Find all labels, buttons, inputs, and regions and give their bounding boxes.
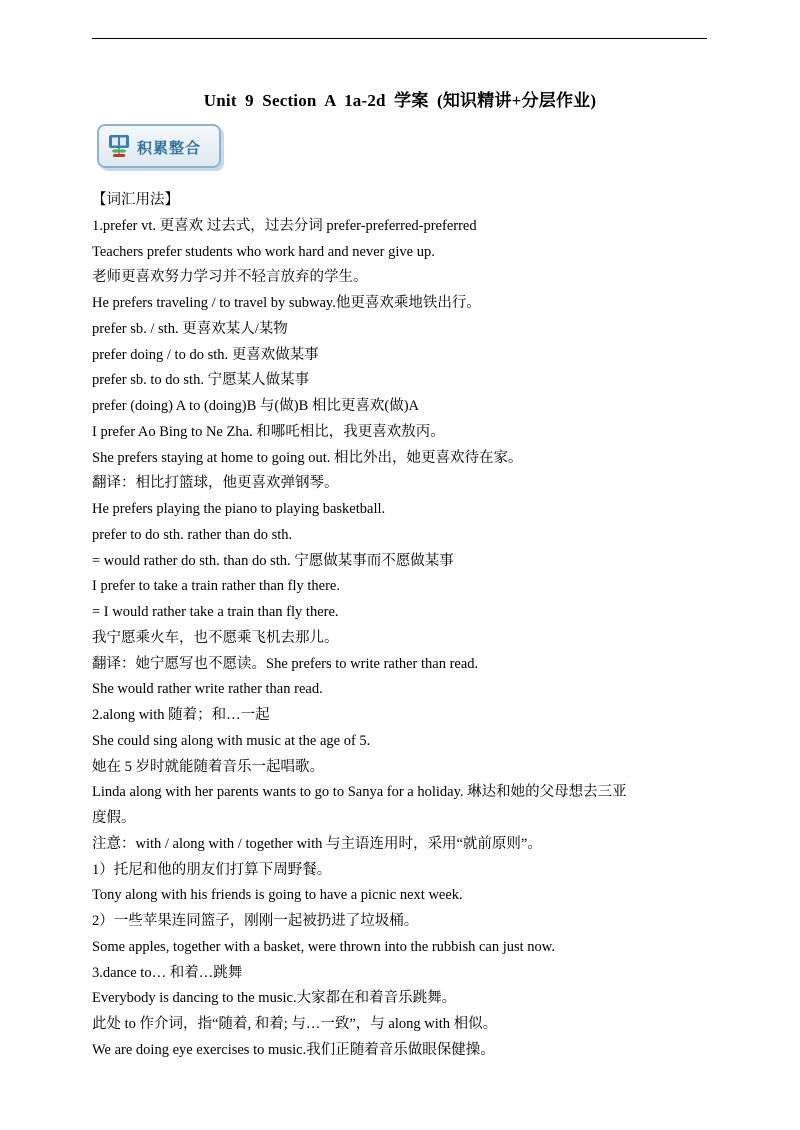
text-line: 她在 5 岁时就能随着音乐一起唱歌。 [92,758,324,775]
text-line: 老师更喜欢努力学习并不轻言放弃的学生。 [92,269,368,286]
text-line: 1）托尼和他的朋友们打算下周野餐。 [92,861,332,878]
document-body [92,188,712,1064]
text-line: She would rather write rather than read. [92,681,323,698]
book-plant-icon [106,133,132,159]
text-line: = I would rather take a train than fly there. [92,604,339,620]
text-line: She could sing along with music at the age of 5. [92,732,371,749]
text-line: 翻译：她宁愿写也不愿读。She prefers to write rather than read. [92,655,479,672]
text-line: She prefers staying at home to going out. 相比外出，她更喜欢待在家。 [92,449,523,466]
text-line: Some apples, together with a basket, were thrown into the rubbish can just now. [92,938,555,955]
page-title: Unit 9 Section A 1a-2d 学案 (知识精讲+分层作业) [203,91,597,110]
text-line: prefer (doing) A to (doing)B 与(做)B 相比更喜欢(做)A [92,398,420,414]
text-line: I prefer to take a train rather than fly there. [92,578,340,595]
text-line: 2.along with 随着；和…一起 [92,707,270,723]
text-line: Linda along with her parents wants to go to Sanya for a holiday. 琳达和她的父母想去三亚 [92,784,627,801]
badge-label: 积累整合 [137,139,202,157]
section-heading: 【词汇用法】 [92,192,179,208]
text-line: 度假。 [92,810,136,826]
text-line: He prefers playing the piano to playing basketball. [92,501,386,517]
text-line: = would rather do sth. than do sth. 宁愿做某事而不愿做某事 [92,552,454,569]
section-badge [97,124,221,168]
text-line: Everybody is dancing to the music.大家都在和着音乐跳舞。 [92,990,457,1007]
text-line: I prefer Ao Bing to Ne Zha. 和哪吒相比，我更喜欢敖丙。 [92,423,445,440]
text-line: prefer sb. / sth. 更喜欢某人/某物 [92,320,288,337]
text-line: Tony along with his friends is going to have a picnic next week. [92,887,463,904]
text-line: prefer sb. to do sth. 宁愿某人做某事 [92,372,310,389]
text-line: We are doing eye exercises to music.我们正随着音乐做眼保健操。 [92,1041,495,1058]
text-line: 翻译：相比打篮球，他更喜欢弹钢琴。 [92,475,339,492]
text-line: prefer doing / to do sth. 更喜欢做某事 [92,346,319,363]
header-rule [92,38,707,39]
text-line: Teachers prefer students who work hard and never give up. [92,243,435,260]
text-line: 此处 to 作介词，指“随着, 和着; 与…一致”，与 along with 相似。 [92,1016,498,1032]
text-line: He prefers traveling / to travel by subway.他更喜欢乘地铁出行。 [92,295,481,311]
text-line: 3.dance to… 和着…跳舞 [92,964,243,981]
text-line: 2）一些苹果连同篮子，刚刚一起被扔进了垃圾桶。 [92,913,419,929]
text-line: 1.prefer vt. 更喜欢 过去式，过去分词 prefer-preferred-preferred [92,217,477,234]
text-line: 我宁愿乘火车，也不愿乘飞机去那儿。 [92,629,339,646]
text-line: 注意：with / along with / together with 与主语连用时，采用“就前原则”。 [92,835,542,852]
text-line: prefer to do sth. rather than do sth. [92,526,293,543]
